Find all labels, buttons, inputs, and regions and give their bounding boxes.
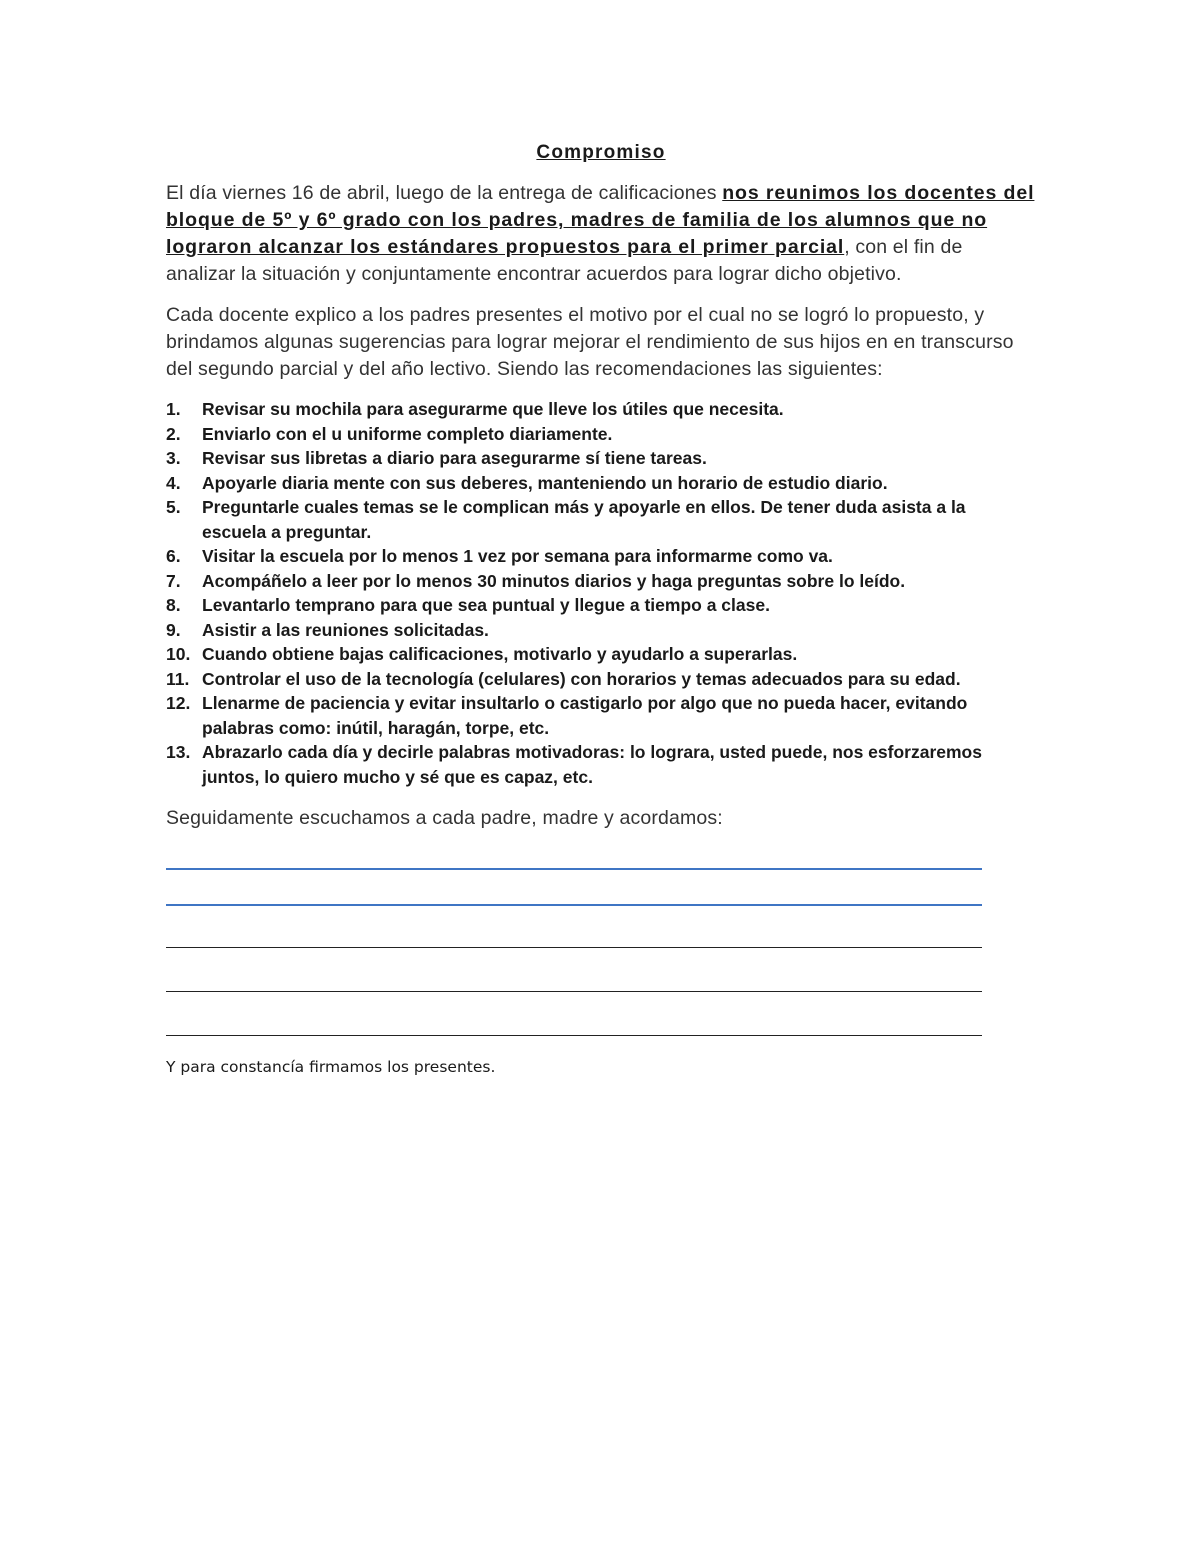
agreement-blank-lines (166, 842, 1036, 1046)
list-item (166, 593, 1036, 618)
list-item-number: 1. (166, 399, 181, 419)
intro-text-start: El día viernes 16 de abril, luego de la entrega de calificaciones (166, 182, 723, 204)
agreement-line[interactable] (166, 914, 1036, 958)
list-item-text: Revisar su mochila para asegurarme que lleve los útiles que necesita. (202, 399, 784, 419)
intro-paragraph (166, 180, 1036, 288)
intro-emphasis: nos reunimos los docentes del bloque de 5º y 6º grado con los padres, madres de familia de los alumnos que no lograron alcanzar los estándares propuestos para el primer parcial (166, 182, 1035, 258)
list-item-number: 9. (166, 619, 181, 640)
list-item-text: Llenarme de paciencia y evitar insultarlo o castigarlo por algo que no pueda hacer, evitando palabras como: inútil, haragán, torpe, etc. (202, 693, 968, 738)
document-title: Compromiso (536, 142, 666, 163)
list-item (166, 691, 1036, 740)
list-item-text: Revisar sus libretas a diario para asegurarme sí tiene tareas. (202, 448, 707, 468)
recommendations-list (166, 397, 1036, 789)
list-item-text: Preguntarle cuales temas se le complican más y apoyarle en ellos. De tener duda asista a la escuela a preguntar. (202, 497, 966, 542)
list-item (166, 740, 1036, 789)
list-item (166, 569, 1036, 594)
list-item (166, 618, 1036, 643)
agreement-line[interactable] (166, 958, 1036, 1002)
list-item (166, 544, 1036, 569)
list-item-number: 4. (166, 472, 181, 493)
list-item-text: Abrazarlo cada día y decirle palabras motivadoras: lo lograra, usted puede, nos esforzaremos juntos, lo quiero mucho y sé que es capaz, etc. (202, 742, 982, 787)
list-item (166, 446, 1036, 471)
agreements-intro: Seguidamente escuchamos a cada padre, madre y acordamos: (166, 807, 723, 829)
blue-underline (166, 904, 982, 906)
list-item-number: 8. (166, 595, 181, 615)
intro-text-end: , con el fin de analizar la situación y conjuntamente encontrar acuerdos para lograr dicho objetivo. (166, 236, 963, 285)
list-item (166, 422, 1036, 447)
black-underline (166, 947, 982, 949)
explanation-paragraph: Cada docente explico a los padres presentes el motivo por el cual no se logró lo propuesto, y brindamos algunas sugerencias para lograr mejorar el rendimiento de sus hijos en en transcurso del segundo parcial y del año lectivo. Siendo las recomendaciones las siguientes: (166, 304, 1014, 380)
list-item-text: Apoyarle diaria mente con sus deberes, manteniendo un horario de estudio diario. (202, 472, 888, 493)
list-item-number: 12. (166, 693, 191, 713)
list-item-number: 11. (166, 668, 190, 689)
list-item (166, 495, 1036, 544)
list-item-text: Controlar el uso de la tecnología (celulares) con horarios y temas adecuados para su edad. (202, 668, 961, 689)
list-item-number: 7. (166, 570, 181, 591)
agreement-line[interactable] (166, 1002, 1036, 1046)
list-item-text: Asistir a las reuniones solicitadas. (202, 619, 489, 640)
list-item-text: Cuando obtiene bajas calificaciones, motivarlo y ayudarlo a superarlas. (202, 644, 798, 664)
list-item-number: 2. (166, 423, 181, 444)
list-item-number: 6. (166, 546, 181, 566)
list-item-number: 10. (166, 644, 191, 664)
list-item-text: Acompáñelo a leer por lo menos 30 minutos diarios y haga preguntas sobre lo leído. (202, 570, 906, 591)
black-underline (166, 1035, 982, 1037)
list-item-text: Levantarlo temprano para que sea puntual y llegue a tiempo a clase. (202, 595, 770, 615)
list-item-text: Enviarlo con el u uniforme completo diariamente. (202, 423, 613, 444)
list-item (166, 667, 1036, 692)
list-item-number: 5. (166, 497, 181, 517)
list-item (166, 397, 1036, 422)
list-item-text: Visitar la escuela por lo menos 1 vez por semana para informarme como va. (202, 546, 833, 566)
list-item-number: 13. (166, 742, 191, 762)
black-underline (166, 991, 982, 993)
closing-statement: Y para constancía firmamos los presentes. (166, 1058, 496, 1076)
agreement-line[interactable] (166, 842, 1036, 878)
list-item (166, 642, 1036, 667)
list-item-number: 3. (166, 448, 181, 468)
list-item (166, 471, 1036, 496)
agreement-line[interactable] (166, 878, 1036, 914)
document-body (166, 140, 1036, 1076)
blue-underline (166, 868, 982, 870)
